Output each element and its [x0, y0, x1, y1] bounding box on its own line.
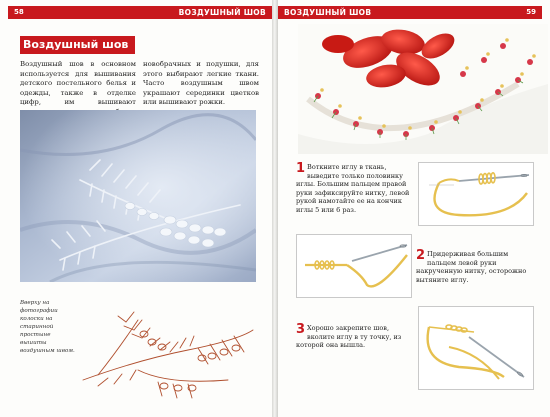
stitch-line-drawing — [78, 290, 258, 405]
body-text-col1: Воздушный шов в основном используется для вышивания детского постельного белья и одежды, также в отделке цифр, им вышивают — [20, 60, 136, 107]
left-page — [0, 0, 272, 417]
embroidered-collar-photo — [298, 24, 548, 154]
step-1-number: 1 — [296, 161, 306, 176]
running-head-right: ВОЗДУШНЫЙ ШОВ — [284, 8, 372, 17]
right-page — [278, 0, 550, 417]
body-text-col2: новобрачных и подушки, для этого выбирают легкие ткани. Часто воздушным швом украшают серединки цветков или вышивают рожки. — [143, 60, 259, 107]
step-2-text: Придерживая большим пальцем левой руки накрученную нитку, осторожно вытяните иглу. — [416, 250, 527, 284]
step-2-illustration — [296, 234, 412, 298]
running-head-left: ВОЗДУШНЫЙ ШОВ — [178, 8, 266, 17]
running-header-left — [8, 6, 272, 19]
step-2-number: 2 — [416, 248, 426, 263]
step-2 — [416, 250, 534, 284]
step-1-text: Воткните иглу в ткань, выведите только половинку иглы. Большим пальцем правой руки зафиксируйте нитку, левой рукой намотайте ее на кончик иглы 5 или 6 раз. — [296, 163, 410, 214]
step-1-illustration — [418, 162, 534, 226]
step-3-illustration — [418, 306, 534, 390]
step-3-number: 3 — [296, 322, 306, 337]
step-3-text: Хорошо закрепите шов, вколите иглу в ту точку, из которой она вышла. — [296, 324, 402, 350]
page-number-left: 58 — [14, 8, 24, 16]
page-number-right: 59 — [526, 8, 536, 16]
step-3 — [296, 324, 414, 350]
running-header-right — [278, 6, 542, 19]
page-title: Воздушный шов — [20, 36, 135, 54]
step-1 — [296, 163, 414, 215]
photo-caption: Вверху на фотографии колоски на старинной простыне вышиты воздушным швом. — [20, 300, 75, 354]
embroidery-photo — [20, 110, 256, 282]
